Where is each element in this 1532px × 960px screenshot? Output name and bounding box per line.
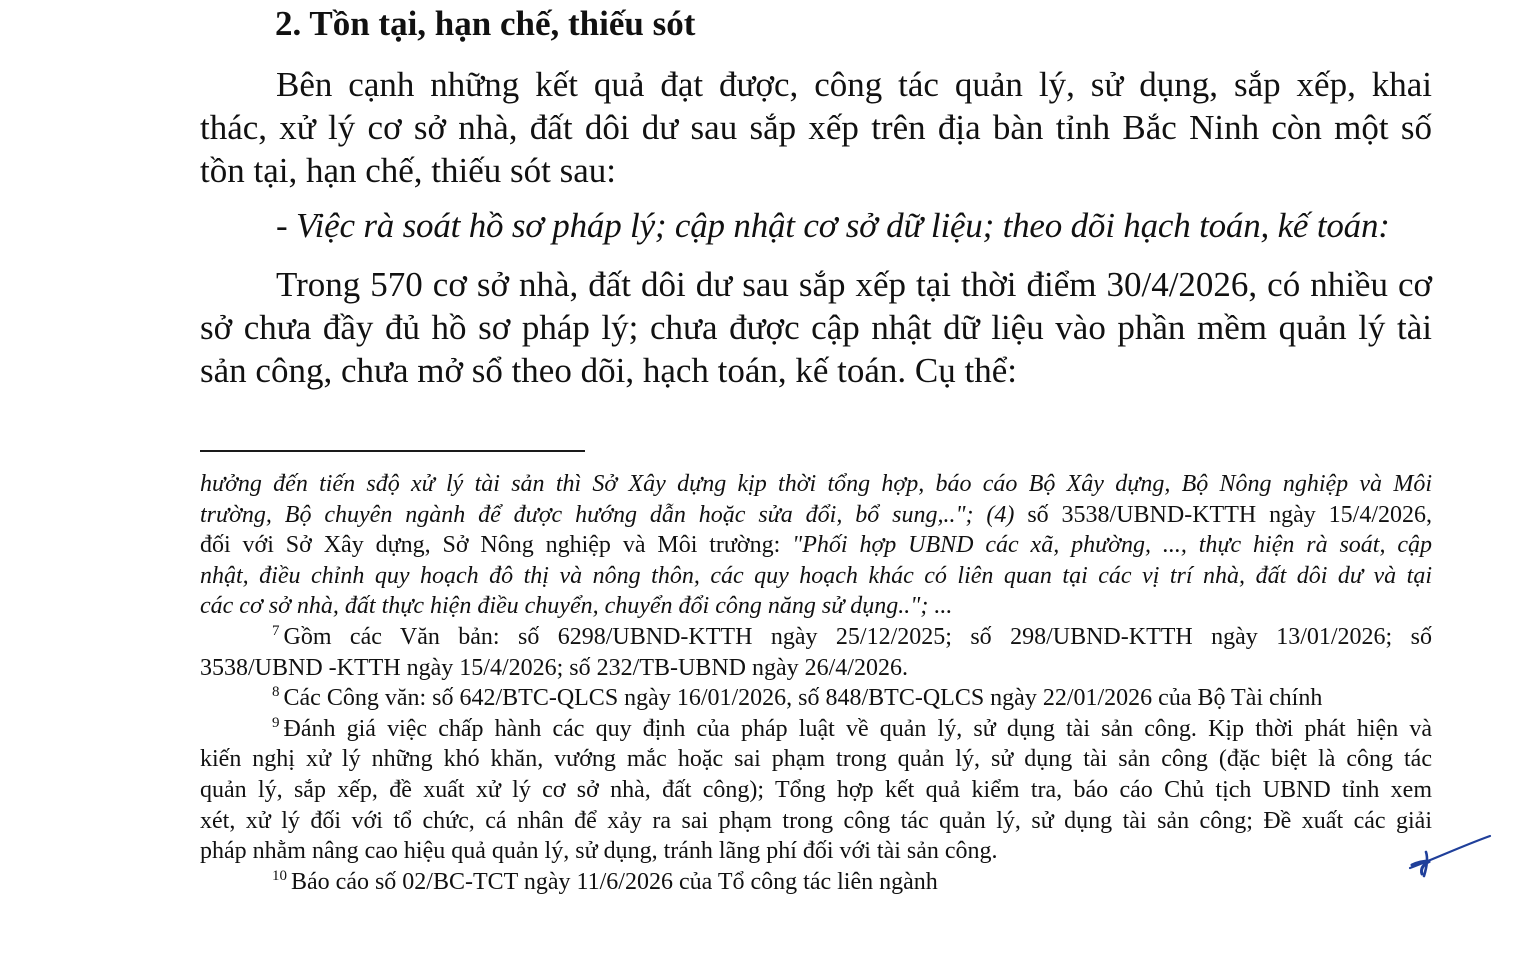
footnote-text: đối với Sở Xây dựng, Sở Nông nghiệp và Môi trường: bbox=[200, 532, 793, 559]
footnote-text: Đánh giá việc chấp hành các quy định của pháp luật về quản lý, sử dụng tài sản công. Kịp thời phát hiện và bbox=[283, 715, 1432, 742]
footnote-7-line bbox=[200, 622, 1432, 653]
footnote-9-line: xét, xử lý đối với tổ chức, cá nhân để xảy ra sai phạm trong công tác quản lý, sử dụng tài sản công; Đề xuất các giải bbox=[200, 807, 1432, 834]
footnote-continuation-line: hưởng đến tiến sđộ xử lý tài sản thì Sở Xây dựng kịp thời tổng hợp, báo cáo Bộ Xây dựng, Bộ Nông nghiệp và Môi bbox=[200, 471, 1432, 497]
footnote-text: Gồm các Văn bản: số 6298/UBND-KTTH ngày 25/12/2025; số 298/UBND-KTTH ngày 13/01/2026; số bbox=[283, 623, 1432, 650]
intro-line: Bên cạnh những kết quả đạt được, công tác quản lý, sử dụng, sắp xếp, khai bbox=[276, 65, 1432, 104]
footnote-10-line bbox=[200, 867, 1432, 898]
section-heading: 2. Tồn tại, hạn chế, thiếu sót bbox=[275, 4, 696, 43]
detail-paragraph bbox=[200, 263, 1432, 392]
footnote-italic-text: trường, Bộ chuyên ngành để được hướng dẫn hoặc sửa đổi, bổ sung,.."; (4) bbox=[200, 501, 1015, 528]
footnote-7-line: 3538/UBND -KTTH ngày 15/4/2026; số 232/TB-UBND ngày 26/4/2026. bbox=[200, 654, 908, 681]
footnote-continuation-line bbox=[200, 530, 1432, 561]
footnote-9-line: pháp nhằm nâng cao hiệu quả quản lý, sử dụng, tránh lãng phí đối với tài sản công. bbox=[200, 838, 998, 865]
footnote-10-mark: 10 bbox=[272, 867, 287, 884]
detail-line: Trong 570 cơ sở nhà, đất dôi dư sau sắp xếp tại thời điểm 30/4/2026, có nhiều cơ bbox=[276, 265, 1432, 304]
footnote-italic-text: "Phối hợp UBND các xã, phường, ..., thực hiện rà soát, cập bbox=[792, 532, 1432, 559]
footnote-8-mark: 8 bbox=[272, 684, 280, 701]
footnote-9-line: kiến nghị xử lý những khó khăn, vướng mắc hoặc sai phạm trong quản lý, sử dụng tài sản công (đặc biệt là công tác bbox=[200, 746, 1432, 773]
footnote-9-line: quản lý, sắp xếp, đề xuất xử lý cơ sở nhà, đất công); Tổng hợp kết quả kiểm tra, báo cáo Chủ tịch UBND tỉnh xem bbox=[200, 776, 1432, 803]
signature-icon bbox=[1402, 832, 1494, 882]
intro-paragraph bbox=[200, 63, 1432, 192]
item-heading: - Việc rà soát hồ sơ pháp lý; cập nhật cơ sở dữ liệu; theo dõi hạch toán, kế toán: bbox=[276, 206, 1390, 245]
detail-line: sở chưa đầy đủ hồ sơ pháp lý; chưa được cập nhật dữ liệu vào phần mềm quản lý tài bbox=[200, 308, 1432, 347]
intro-line: thác, xử lý cơ sở nhà, đất dôi dư sau sắp xếp trên địa bàn tỉnh Bắc Ninh còn một số bbox=[200, 108, 1432, 147]
footnote-8-line bbox=[200, 683, 1432, 714]
intro-line: tồn tại, hạn chế, thiếu sót sau: bbox=[200, 151, 617, 190]
footnotes bbox=[200, 469, 1432, 897]
footnote-text: Báo cáo số 02/BC-TCT ngày 11/6/2026 của Tổ công tác liên ngành bbox=[291, 868, 938, 895]
footnote-text: số 3538/UBND-KTTH ngày 15/4/2026, bbox=[1014, 501, 1432, 528]
detail-line: sản công, chưa mở sổ theo dõi, hạch toán, kế toán. Cụ thể: bbox=[200, 351, 1018, 390]
footnote-9-mark: 9 bbox=[272, 714, 280, 731]
footnote-7-mark: 7 bbox=[272, 622, 280, 639]
footnote-continuation-line bbox=[200, 500, 1432, 531]
footnote-continuation-line: nhật, điều chỉnh quy hoạch đô thị và nông thôn, các quy hoạch khác có liên quan tại các vị trí nhà, đất dôi dư và tại bbox=[200, 562, 1432, 589]
footnote-separator bbox=[200, 450, 585, 452]
footnote-text: Các Công văn: số 642/BTC-QLCS ngày 16/01/2026, số 848/BTC-QLCS ngày 22/01/2026 của Bộ Tài chính bbox=[283, 685, 1323, 712]
footnote-continuation-line: các cơ sở nhà, đất thực hiện điều chuyển, chuyển đổi công năng sử dụng.."; ... bbox=[200, 593, 953, 620]
footnote-9-line bbox=[200, 714, 1432, 745]
